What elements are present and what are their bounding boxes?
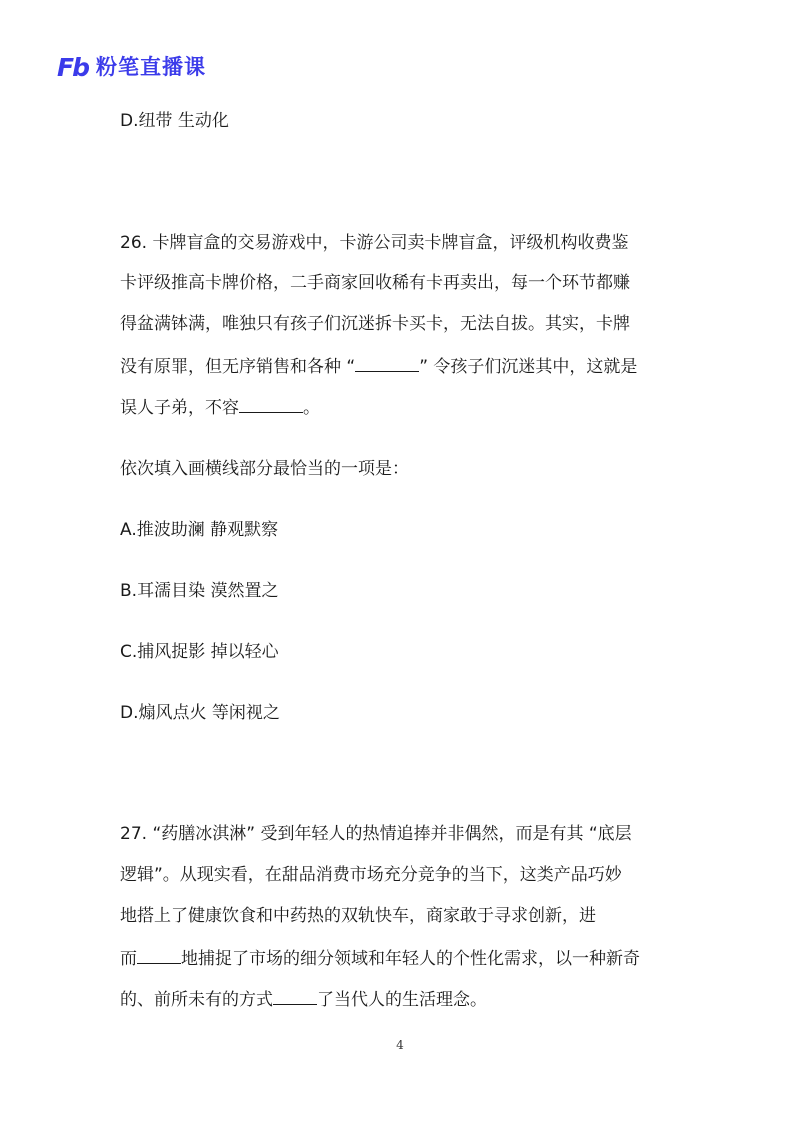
q26-text: 没有原罪，但无序销售和各种 “ [120,357,356,377]
q27-text: 地捕捉了市场的细分领域和年轻人的个性化需求，以一种新奇 [181,949,640,969]
option-c[interactable]: C.捕风捉影 掉以轻心 [120,642,279,662]
q27-line: 地搭上了健康饮食和中药热的双轨快车，商家敢于寻求创新，进 [120,906,596,926]
fill-blank [137,946,181,964]
q26-text: 误人子弟，不容 [120,398,239,418]
q26-line [120,354,740,378]
q27-line: 逻辑”。从现实看，在甜品消费市场充分竞争的当下，这类产品巧妙 [120,865,622,885]
fill-blank [273,987,317,1005]
q26-text: 。 [303,398,320,418]
q26-line [120,395,740,419]
q27-text: 的、前所未有的方式 [120,990,273,1010]
q27-line: 27. “药膳冰淇淋” 受到年轻人的热情追捧并非偶然，而是有其 “底层 [120,824,632,844]
q26-text: ” 令孩子们沉迷其中，这就是 [419,357,638,377]
q26-line: 卡评级推高卡牌价格，二手商家回收稀有卡再卖出，每一个环节都赚 [120,273,630,293]
q27-line [120,987,740,1011]
option-b[interactable]: B.耳濡目染 漠然置之 [120,581,279,601]
q26-line: 得盆满钵满，唯独只有孩子们沉迷拆卡买卡，无法自拔。其实，卡牌 [120,314,630,334]
q26-line: 26. 卡牌盲盒的交易游戏中，卡游公司卖卡牌盲盒，评级机构收费鉴 [120,233,629,253]
option-a[interactable]: A.推波助澜 静观默察 [120,520,279,540]
option-d[interactable]: D.煽风点火 等闲视之 [120,703,280,723]
page-number: 4 [396,1038,404,1052]
brand-logo [57,50,206,84]
logo-text: 粉笔直播课 [95,54,206,79]
prev-option-d: D.纽带 生动化 [120,111,229,131]
q27-text: 了当代人的生活理念。 [317,990,487,1010]
logo-mark: Fb [57,52,88,82]
q27-text: 而 [120,949,137,969]
q27-line [120,946,740,970]
fill-blank [355,354,419,372]
fill-blank [239,395,303,413]
q26-prompt: 依次填入画横线部分最恰当的一项是： [120,459,409,479]
